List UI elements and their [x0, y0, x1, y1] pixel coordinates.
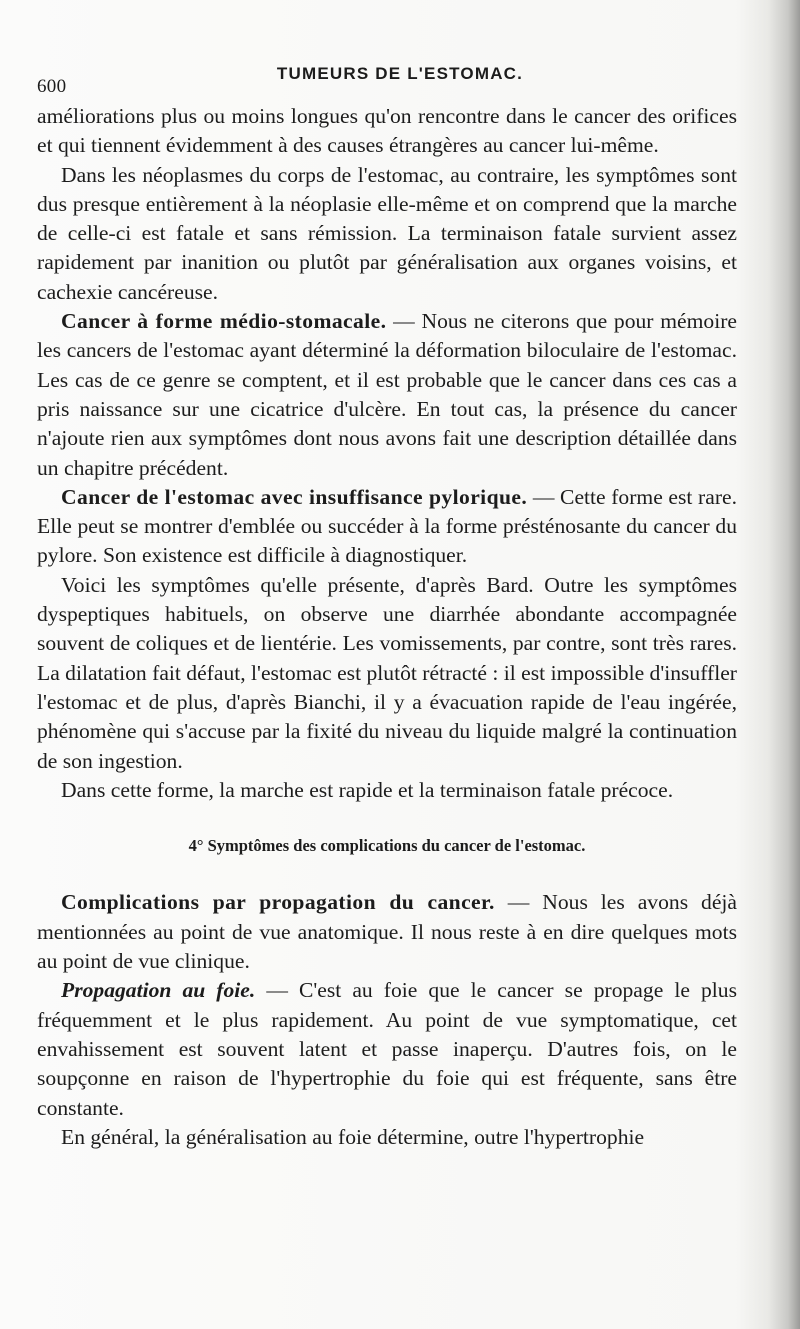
- paragraph-lead-heading: Complications par propagation du cancer.: [61, 890, 495, 915]
- paragraph-text: Voici les symptômes qu'elle présente, d'après Bard. Outre les symptômes dyspeptiques habituels, on observe une diarrhée abondante accompagnée souvent de coliques et de lientérie. Les vomissements, par contre, sont très rares. La dilatation fait défaut, l'estomac est plutôt rétracté : il est impossible d'insuffler l'estomac et de plus, d'après Bianchi, il y a évacuation rapide de l'eau ingérée, phénomène qui s'accuse par la fixité du niveau du liquide malgré la continuation de son ingestion.: [37, 572, 737, 773]
- paragraph-text: — C'est au foie que le cancer se propage le plus fréquemment et le plus rapidement. Au point de vue symptomatique, cet envahissement est souvent latent et passe inaperçu. D'autres fois, on le soupçonne en raison de l'hypertrophie du foie qui est fréquente, sans être constante.: [37, 978, 737, 1120]
- paragraph-continuation: [37, 102, 737, 161]
- paragraph-text: — Nous les avons déjà mentionnées au point de vue anatomique. Il nous reste à en dire quelques mots au point de vue clinique.: [37, 890, 737, 974]
- page-body: [37, 102, 737, 1152]
- paragraph-propagation-foie: [37, 976, 737, 1122]
- paragraph-lead-heading: Cancer à forme médio-stomacale.: [61, 309, 387, 334]
- paragraph: [37, 1123, 737, 1152]
- paragraph-text: améliorations plus ou moins longues qu'on rencontre dans le cancer des orifices et qui tiennent évidemment à des causes étrangères au cancer lui-même.: [37, 104, 737, 158]
- paragraph-lead-heading: Cancer de l'estomac avec insuffisance pylorique.: [61, 484, 528, 509]
- paragraph: [37, 776, 737, 805]
- page-number: 600: [37, 76, 67, 97]
- paragraph-lead-heading: Propagation au foie.: [61, 978, 256, 1003]
- paragraph: [37, 161, 737, 307]
- paragraph-complications: [37, 888, 737, 976]
- paragraph: [37, 571, 737, 776]
- paragraph-insuffisance-pylorique: [37, 483, 737, 571]
- paragraph-text: En général, la généralisation au foie détermine, outre l'hypertrophie: [61, 1124, 645, 1149]
- paragraph-text: — Nous ne citerons que pour mémoire les cancers de l'estomac ayant déterminé la déformation biloculaire de l'estomac. Les cas de ce genre se comptent, et il est probable que le cancer dans ces cas a pris naissance sur une cicatrice d'ulcère. En tout cas, la présence du cancer n'ajoute rien aux symptômes dont nous avons fait une description détaillée dans un chapitre précédent.: [37, 309, 737, 480]
- section-heading: 4° Symptômes des complications du cancer de l'estomac.: [188, 836, 586, 856]
- paragraph-text: — Cette forme est rare. Elle peut se montrer d'emblée ou succéder à la forme présténosante du cancer du pylore. Son existence est difficile à diagnostiquer.: [37, 484, 737, 568]
- paragraph-text: Dans les néoplasmes du corps de l'estomac, au contraire, les symptômes sont dus presque entièrement à la néoplasie elle-même et on comprend que la marche de celle-ci est fatale et sans rémission. La terminaison fatale survient assez rapidement par inanition ou plutôt par généralisation aux organes voisins, et cachexie cancéreuse.: [37, 162, 737, 304]
- paragraph-medio-stomacale: [37, 307, 737, 483]
- paragraph-text: Dans cette forme, la marche est rapide et la terminaison fatale précoce.: [61, 777, 674, 802]
- running-title: TUMEURS DE L'ESTOMAC.: [276, 64, 524, 83]
